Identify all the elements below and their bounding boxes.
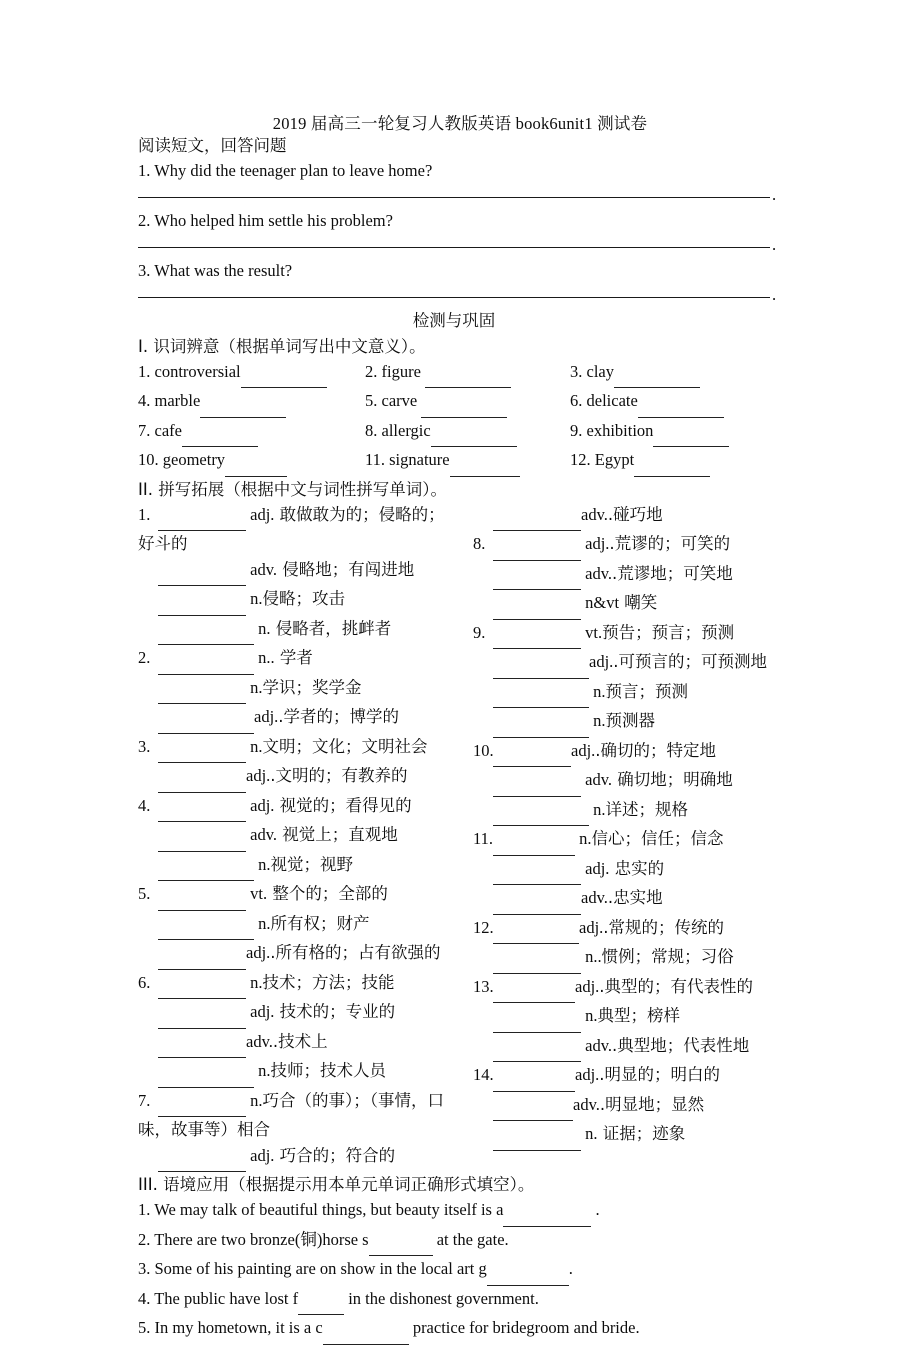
word-list-item bbox=[570, 418, 770, 448]
derivative-part-of-speech: adj. bbox=[571, 740, 596, 760]
word-item-number: 2. bbox=[365, 361, 378, 381]
derivative-answer-blank[interactable] bbox=[158, 648, 254, 675]
derivative-meaning: 技术的；专业的 bbox=[274, 1002, 396, 1021]
derivative-answer-blank[interactable] bbox=[493, 711, 589, 738]
sentence-text-before: 4. The public have lost f bbox=[138, 1288, 299, 1308]
derivative-meaning: 详述；规格 bbox=[605, 799, 688, 819]
derivative-row bbox=[138, 675, 473, 705]
derivative-row bbox=[138, 704, 473, 734]
derivative-row bbox=[473, 915, 808, 945]
derivative-number: 2. bbox=[138, 648, 151, 667]
word-list-item bbox=[365, 359, 570, 389]
derivative-number: 13. bbox=[473, 976, 494, 996]
word-item-text: clay bbox=[582, 361, 614, 381]
derivative-part-of-speech: adj. bbox=[575, 1065, 600, 1084]
derivative-part-of-speech: adj. bbox=[581, 858, 610, 878]
section-2-right-column bbox=[473, 502, 808, 1173]
sentence-answer-blank[interactable] bbox=[369, 1230, 433, 1257]
sentence-text-after: . bbox=[591, 1200, 600, 1219]
derivative-answer-blank[interactable] bbox=[158, 884, 246, 911]
derivative-meaning: 技师；技术人员 bbox=[270, 1061, 386, 1080]
derivative-part-of-speech: adj. bbox=[246, 504, 275, 524]
derivative-row bbox=[473, 561, 808, 591]
derivative-meaning: .荒谬的；可笑的 bbox=[609, 534, 731, 553]
word-list-item bbox=[570, 359, 770, 389]
derivative-number: 12. bbox=[473, 917, 494, 937]
derivative-part-of-speech: adj. bbox=[589, 652, 614, 671]
derivative-row bbox=[138, 940, 473, 970]
derivative-row bbox=[473, 1033, 808, 1063]
derivative-row bbox=[138, 734, 473, 764]
section-1-heading: I. 识词辨意（根据单词写出中文意义）。 bbox=[138, 336, 426, 356]
word-item-answer-blank[interactable] bbox=[614, 362, 700, 389]
derivative-answer-blank[interactable] bbox=[493, 1124, 581, 1151]
sentence-text-after: in the dishonest government. bbox=[344, 1288, 539, 1308]
word-list-item bbox=[138, 418, 365, 448]
word-list-item bbox=[570, 388, 770, 418]
reading-question-1: 1. Why did the teenager plan to leave home? bbox=[138, 160, 433, 180]
derivative-answer-blank[interactable] bbox=[493, 652, 589, 679]
word-item-number: 12. bbox=[570, 450, 591, 469]
reading-question-3: 3. What was the result? bbox=[138, 260, 293, 280]
derivative-row bbox=[473, 531, 808, 561]
derivative-meaning: 侵略；攻击 bbox=[262, 589, 345, 608]
derivative-answer-blank[interactable] bbox=[158, 1146, 246, 1173]
word-item-text: carve bbox=[377, 391, 422, 410]
derivative-number: 3. bbox=[138, 736, 151, 756]
derivative-meaning: .典型的；有代表性的 bbox=[599, 976, 754, 996]
derivative-part-of-speech: adj. bbox=[246, 1145, 275, 1165]
reading-question-block-2 bbox=[138, 208, 777, 258]
derivative-row bbox=[138, 911, 473, 941]
document-body bbox=[0, 133, 920, 1345]
derivative-part-of-speech: n. bbox=[246, 1090, 263, 1110]
derivative-answer-blank[interactable] bbox=[158, 766, 246, 793]
reading-question-block-1 bbox=[138, 158, 777, 208]
derivative-answer-blank[interactable] bbox=[493, 564, 581, 591]
derivative-part-of-speech: n. bbox=[581, 1124, 598, 1143]
derivative-part-of-speech: adv. bbox=[581, 770, 613, 789]
sentence-item bbox=[138, 1227, 770, 1257]
derivative-answer-blank[interactable] bbox=[493, 770, 581, 797]
derivative-answer-blank[interactable] bbox=[158, 825, 246, 852]
derivative-part-of-speech: adv. bbox=[573, 1094, 600, 1114]
derivative-part-of-speech: n. bbox=[254, 854, 271, 874]
derivative-answer-blank[interactable] bbox=[158, 678, 246, 705]
derivative-meaning: .忠实地 bbox=[607, 888, 663, 907]
derivative-part-of-speech: adv. bbox=[246, 825, 278, 844]
derivative-row bbox=[138, 970, 473, 1000]
derivative-number: 8. bbox=[473, 534, 486, 553]
answer-rule-period: . bbox=[772, 284, 777, 304]
derivative-row bbox=[473, 649, 808, 679]
derivative-part-of-speech: adv. bbox=[581, 563, 613, 583]
derivative-part-of-speech: n. bbox=[581, 1006, 598, 1025]
derivative-answer-blank[interactable] bbox=[493, 829, 575, 856]
derivative-part-of-speech: adj. bbox=[246, 766, 271, 785]
derivative-part-of-speech: n. bbox=[575, 829, 592, 848]
section-2-heading: II. 拼写拓展（根据中文与词性拼写单词）。 bbox=[138, 479, 447, 499]
derivative-row bbox=[138, 1029, 473, 1059]
derivative-meaning: 视觉上；直观地 bbox=[277, 825, 398, 844]
derivative-row bbox=[473, 767, 808, 797]
word-item-answer-blank[interactable] bbox=[634, 450, 710, 477]
derivative-answer-blank[interactable] bbox=[493, 947, 581, 974]
answer-rule-period: . bbox=[772, 234, 777, 254]
derivative-meaning: 惯例；常规；习俗 bbox=[601, 947, 734, 966]
word-item-number: 1. bbox=[138, 361, 151, 381]
derivative-part-of-speech: adj. bbox=[579, 917, 604, 937]
word-list-item bbox=[570, 447, 770, 477]
word-list-item bbox=[138, 359, 365, 389]
derivative-number: 6. bbox=[138, 972, 151, 992]
derivative-meaning: 技术；方法；技能 bbox=[262, 972, 395, 992]
derivative-meaning: 忠实的 bbox=[609, 858, 665, 878]
derivative-row bbox=[138, 645, 473, 675]
word-item-number: 4. bbox=[138, 391, 151, 410]
derivative-part-of-speech: n. bbox=[254, 913, 271, 933]
derivative-part-of-speech: adv. bbox=[581, 1035, 613, 1055]
word-item-number: 10. bbox=[138, 450, 159, 469]
section-2-derivative-list bbox=[138, 502, 808, 1173]
derivative-part-of-speech: n. bbox=[246, 589, 263, 608]
word-list-item bbox=[138, 447, 365, 477]
derivative-row bbox=[138, 1143, 473, 1173]
word-list-row bbox=[138, 388, 770, 418]
section-3-sentence-list bbox=[138, 1197, 770, 1345]
derivative-answer-blank[interactable] bbox=[493, 977, 575, 1004]
derivative-row bbox=[138, 1058, 473, 1088]
sentence-text-before: 5. In my hometown, it is a c bbox=[138, 1318, 323, 1337]
derivative-part-of-speech: n.. bbox=[581, 947, 602, 966]
sentence-text-before: 3. Some of his painting are on show in the local art g bbox=[138, 1259, 487, 1278]
derivative-part-of-speech: n. bbox=[589, 711, 606, 730]
derivative-row bbox=[138, 999, 473, 1029]
sentence-item bbox=[138, 1197, 770, 1227]
derivative-part-of-speech: n. bbox=[589, 681, 606, 701]
derivative-row bbox=[473, 679, 808, 709]
derivative-meaning: .技术上 bbox=[272, 1031, 328, 1051]
derivative-meaning: .明显的；明白的 bbox=[599, 1065, 721, 1084]
derivative-row bbox=[473, 1092, 808, 1122]
derivative-answer-blank[interactable] bbox=[493, 1095, 573, 1122]
derivative-part-of-speech: n.. bbox=[254, 648, 275, 667]
reading-question-block-3 bbox=[138, 258, 777, 308]
word-list-row bbox=[138, 447, 770, 477]
word-item-text: controversial bbox=[150, 361, 241, 381]
word-item-answer-blank[interactable] bbox=[241, 362, 327, 389]
derivative-answer-blank[interactable] bbox=[493, 1006, 581, 1033]
sentence-text-after: at the gate. bbox=[432, 1229, 509, 1249]
word-item-answer-blank[interactable] bbox=[225, 450, 287, 477]
derivative-answer-blank[interactable] bbox=[493, 918, 579, 945]
derivative-row bbox=[473, 885, 808, 915]
sentence-text-before: 1. We may talk of beautiful things, but beauty itself is a bbox=[138, 1200, 504, 1219]
derivative-row bbox=[138, 822, 473, 852]
answer-rule-3[interactable] bbox=[138, 283, 777, 308]
word-item-answer-blank[interactable] bbox=[653, 421, 729, 448]
derivative-meaning: .文明的；有教养的 bbox=[270, 766, 408, 785]
derivative-part-of-speech: adv. bbox=[581, 504, 608, 524]
derivative-answer-blank[interactable] bbox=[158, 589, 246, 616]
derivative-meaning: .所有格的；占有欲强的 bbox=[270, 943, 441, 962]
derivative-meaning: .荒谬地；可笑地 bbox=[612, 563, 733, 583]
derivative-meaning: 信心；信任；信念 bbox=[591, 829, 724, 848]
derivative-meaning: .学者的；博学的 bbox=[278, 707, 400, 726]
derivative-answer-blank[interactable] bbox=[493, 800, 589, 827]
derivative-answer-blank[interactable] bbox=[158, 737, 246, 764]
answer-rule-line bbox=[138, 297, 770, 298]
word-item-text: cafe bbox=[150, 420, 182, 440]
derivative-answer-blank[interactable] bbox=[158, 505, 246, 532]
derivative-row bbox=[473, 502, 808, 532]
derivative-part-of-speech: n. bbox=[246, 736, 263, 756]
derivative-meaning: 学识；奖学金 bbox=[262, 677, 362, 697]
derivative-answer-blank[interactable] bbox=[158, 619, 254, 646]
derivative-number: 14. bbox=[473, 1065, 494, 1084]
derivative-meaning: 巧合的；符合的 bbox=[274, 1145, 396, 1165]
derivative-answer-blank[interactable] bbox=[158, 1061, 254, 1088]
page-title: 2019 届高三一轮复习人教版英语 book6unit1 测试卷 bbox=[272, 114, 648, 133]
word-item-answer-blank[interactable] bbox=[450, 450, 520, 477]
section-3-heading: III. 语境应用（根据提示用本单元单词正确形式填空）。 bbox=[138, 1175, 535, 1194]
derivative-row bbox=[138, 852, 473, 882]
derivative-row bbox=[473, 1121, 808, 1151]
derivative-part-of-speech: adv. bbox=[246, 559, 278, 579]
derivative-row bbox=[473, 590, 808, 620]
word-list-item bbox=[365, 388, 570, 418]
derivative-meaning: .确切的；特定地 bbox=[595, 740, 717, 760]
derivative-part-of-speech: adj. bbox=[254, 707, 279, 726]
derivative-part-of-speech: n. bbox=[254, 1061, 271, 1080]
sentence-item bbox=[138, 1315, 770, 1345]
sentence-item bbox=[138, 1286, 770, 1316]
derivative-number: 7. bbox=[138, 1090, 151, 1110]
derivative-row bbox=[473, 620, 808, 650]
derivative-answer-blank[interactable] bbox=[158, 914, 254, 941]
derivative-row bbox=[138, 502, 473, 532]
derivative-meaning: .碰巧地 bbox=[607, 504, 663, 524]
word-item-number: 3. bbox=[570, 361, 583, 381]
section-2-left-column bbox=[138, 502, 473, 1173]
word-list-item bbox=[365, 418, 570, 448]
word-item-text: geometry bbox=[158, 450, 226, 469]
derivative-meaning: 所有权；财产 bbox=[270, 913, 370, 933]
derivative-answer-blank[interactable] bbox=[158, 1002, 246, 1029]
derivative-part-of-speech: adj. bbox=[575, 976, 600, 996]
derivative-part-of-speech: adv. bbox=[246, 1031, 273, 1051]
word-item-number: 7. bbox=[138, 420, 151, 440]
derivative-answer-blank[interactable] bbox=[493, 1065, 575, 1092]
derivative-row bbox=[473, 856, 808, 886]
word-item-number: 11. bbox=[365, 450, 386, 469]
derivative-answer-blank[interactable] bbox=[493, 682, 589, 709]
word-item-number: 8. bbox=[365, 420, 378, 440]
derivative-part-of-speech: n. bbox=[246, 972, 263, 992]
derivative-part-of-speech: n&vt bbox=[581, 593, 620, 612]
derivative-row bbox=[473, 738, 808, 768]
derivative-meaning: .可预言的；可预测地 bbox=[613, 652, 768, 671]
word-item-number: 9. bbox=[570, 420, 583, 440]
derivative-answer-blank[interactable] bbox=[158, 796, 246, 823]
derivative-row bbox=[473, 1062, 808, 1092]
answer-rule-period: . bbox=[772, 184, 777, 204]
word-item-answer-blank[interactable] bbox=[421, 391, 507, 418]
derivative-answer-blank[interactable] bbox=[493, 593, 581, 620]
derivative-answer-blank[interactable] bbox=[158, 1091, 246, 1118]
derivative-meaning: .典型地；代表性地 bbox=[612, 1035, 750, 1055]
derivative-answer-blank[interactable] bbox=[493, 888, 581, 915]
derivative-number: 4. bbox=[138, 795, 151, 815]
derivative-meaning: 典型；榜样 bbox=[597, 1006, 680, 1025]
derivative-meaning: 视觉的；看得见的 bbox=[274, 795, 412, 815]
reading-section-heading: 阅读短文，回答问题 bbox=[138, 135, 287, 155]
derivative-meaning: .明显地；显然 bbox=[599, 1094, 705, 1114]
word-item-answer-blank[interactable] bbox=[182, 421, 258, 448]
derivative-part-of-speech: n. bbox=[589, 799, 606, 819]
reading-question-2: 2. Who helped him settle his problem? bbox=[138, 210, 393, 230]
derivative-row bbox=[473, 826, 808, 856]
word-item-text: delicate bbox=[582, 391, 638, 410]
answer-rule-1[interactable] bbox=[138, 183, 777, 208]
derivative-meaning: 文明；文化；文明社会 bbox=[262, 736, 428, 756]
derivative-part-of-speech: adj. bbox=[246, 1002, 275, 1021]
derivative-row bbox=[138, 586, 473, 616]
sentence-answer-blank[interactable] bbox=[487, 1259, 569, 1286]
word-item-answer-blank[interactable] bbox=[638, 391, 724, 418]
derivative-row bbox=[138, 557, 473, 587]
answer-rule-2[interactable] bbox=[138, 233, 777, 258]
derivative-row bbox=[138, 616, 473, 646]
derivative-row bbox=[473, 708, 808, 738]
word-item-number: 5. bbox=[365, 391, 378, 410]
derivative-row bbox=[138, 793, 473, 823]
derivative-meaning: 证据；迹象 bbox=[597, 1124, 686, 1143]
section-divider-heading: 检测与巩固 bbox=[412, 310, 496, 330]
derivative-meaning: 嘲笑 bbox=[619, 593, 658, 612]
word-list-item bbox=[365, 447, 570, 477]
derivative-answer-blank[interactable] bbox=[493, 534, 581, 561]
derivative-answer-blank[interactable] bbox=[158, 943, 246, 970]
derivative-answer-blank[interactable] bbox=[493, 859, 581, 886]
derivative-meaning-wrap: 好斗的 bbox=[138, 534, 188, 553]
word-item-number: 6. bbox=[570, 391, 583, 410]
derivative-number: 11. bbox=[473, 829, 494, 848]
word-item-text: exhibition bbox=[582, 420, 654, 440]
derivative-part-of-speech: adj. bbox=[246, 795, 275, 815]
sentence-text-before: 2. There are two bronze(铜)horse s bbox=[138, 1229, 369, 1249]
sentence-item bbox=[138, 1256, 770, 1286]
derivative-part-of-speech: adj. bbox=[581, 534, 610, 553]
derivative-row bbox=[473, 1003, 808, 1033]
derivative-answer-blank[interactable] bbox=[493, 623, 581, 650]
derivative-answer-blank[interactable] bbox=[158, 1032, 246, 1059]
sentence-answer-blank[interactable] bbox=[323, 1318, 409, 1345]
sentence-text-after: . bbox=[568, 1259, 573, 1278]
word-item-answer-blank[interactable] bbox=[431, 421, 517, 448]
word-item-text: Egypt bbox=[590, 450, 635, 469]
derivative-meaning: 敢做敢为的；侵略的； bbox=[274, 504, 445, 524]
derivative-part-of-speech: vt. bbox=[581, 622, 603, 642]
derivative-row bbox=[138, 1088, 473, 1118]
word-item-answer-blank[interactable] bbox=[425, 362, 511, 389]
sentence-text-after: practice for bridegroom and bride. bbox=[408, 1318, 640, 1337]
derivative-meaning: 确切地；明确地 bbox=[612, 770, 733, 789]
word-item-answer-blank[interactable] bbox=[200, 391, 286, 418]
derivative-meaning: 侵略者，挑衅者 bbox=[270, 618, 392, 638]
derivative-part-of-speech: adv. bbox=[581, 888, 608, 907]
derivative-row bbox=[138, 763, 473, 793]
derivative-meaning: 预告；预言；预测 bbox=[602, 622, 735, 642]
derivative-part-of-speech: vt. bbox=[246, 884, 268, 903]
word-list-row bbox=[138, 359, 770, 389]
word-list-row bbox=[138, 418, 770, 448]
derivative-meaning: 侵略地；有闯进地 bbox=[277, 559, 415, 579]
derivative-row bbox=[473, 944, 808, 974]
sentence-answer-blank[interactable] bbox=[503, 1200, 591, 1227]
derivative-meaning: .常规的；传统的 bbox=[603, 917, 725, 937]
derivative-meaning: 巧合（的事）；（事情，口 bbox=[262, 1090, 444, 1110]
derivative-meaning: 预测器 bbox=[605, 711, 655, 730]
derivative-number: 1. bbox=[138, 504, 151, 524]
word-item-text: signature bbox=[385, 450, 450, 469]
derivative-answer-blank[interactable] bbox=[493, 1036, 581, 1063]
derivative-number: 5. bbox=[138, 884, 151, 903]
derivative-answer-blank[interactable] bbox=[158, 560, 246, 587]
derivative-meaning-wrap: 味，故事等）相合 bbox=[138, 1120, 270, 1139]
derivative-answer-blank[interactable] bbox=[158, 855, 254, 882]
derivative-number: 9. bbox=[473, 622, 486, 642]
word-list-item bbox=[138, 388, 365, 418]
derivative-row bbox=[473, 797, 808, 827]
derivative-row bbox=[473, 974, 808, 1004]
derivative-row bbox=[138, 881, 473, 911]
derivative-part-of-speech: adj. bbox=[246, 943, 271, 962]
derivative-meaning: 预言；预测 bbox=[605, 681, 688, 701]
answer-rule-line bbox=[138, 197, 770, 198]
derivative-meaning: 整个的；全部的 bbox=[267, 884, 388, 903]
derivative-answer-blank[interactable] bbox=[158, 973, 246, 1000]
derivative-part-of-speech: n. bbox=[246, 677, 263, 697]
derivative-meaning: 学者 bbox=[274, 648, 313, 667]
answer-rule-line bbox=[138, 247, 770, 248]
derivative-meaning: 视觉；视野 bbox=[270, 854, 353, 874]
derivative-part-of-speech: n. bbox=[254, 618, 271, 638]
word-item-text: marble bbox=[150, 391, 201, 410]
derivative-answer-blank[interactable] bbox=[158, 707, 254, 734]
derivative-number: 10. bbox=[473, 740, 494, 760]
word-item-text: figure bbox=[377, 361, 426, 381]
section-1-word-list bbox=[138, 359, 770, 477]
derivative-answer-blank[interactable] bbox=[493, 505, 581, 532]
derivative-answer-blank[interactable] bbox=[493, 741, 571, 768]
word-item-text: allergic bbox=[377, 420, 431, 440]
